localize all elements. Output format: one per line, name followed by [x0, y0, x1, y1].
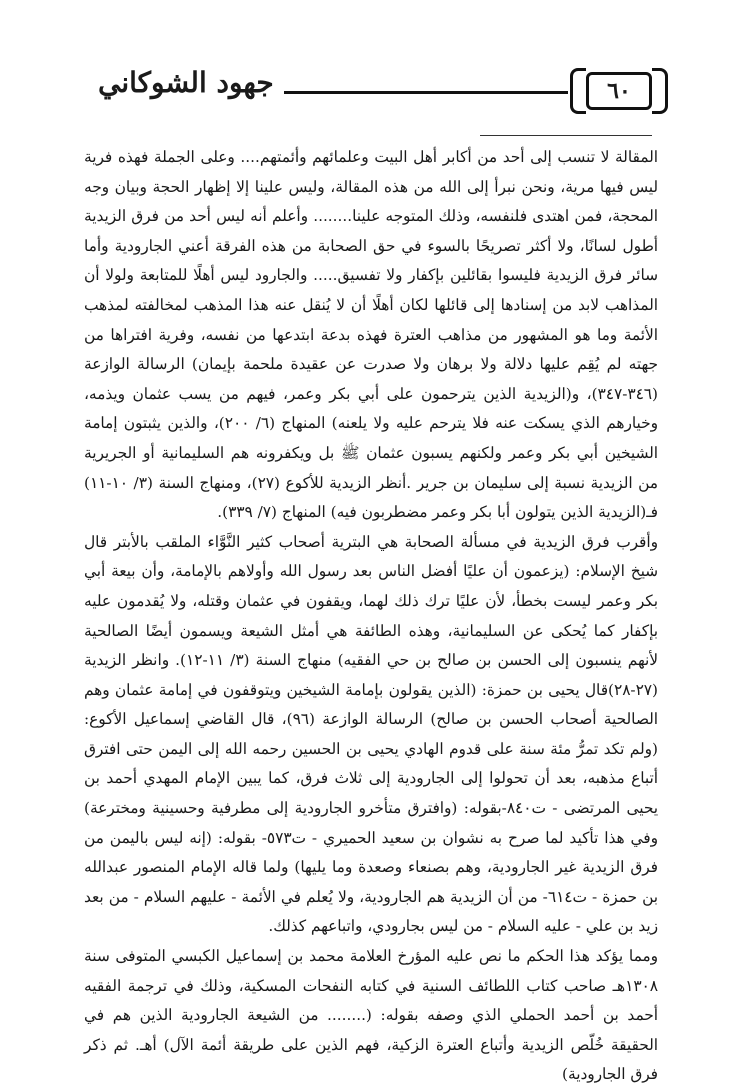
- page-number-bracket-left: [570, 68, 586, 114]
- footnote-text: [84, 143, 658, 1090]
- page-header: [0, 0, 750, 135]
- paragraph: ومما يؤكد هذا الحكم ما نص عليه المؤرخ العلامة محمد بن إسماعيل الكبسي المتوفى سنة ١٣٠٨هـ صاحب كتاب اللطائف السنية في كتابه النفحات المسكية، وذلك في ترجمة الفقيه أحمد بن أحمد الحملي الذي وصفه بقوله: (........ من الشيعة الجارودية الذين هم في الحقيقة خُلّص الزيدية وأتباع العترة الزكية، فهم الذين على طريقة أئمة الآل) أهـ. ثم ذكر فرق الجارودية): [84, 947, 659, 1084]
- footnote-separator: [480, 135, 652, 136]
- page-number: ٦٠: [586, 72, 652, 110]
- paragraph: المقالة لا تنسب إلى أحد من أكابر أهل البيت وعلمائهم وأئمتهم.... وعلى الجملة فهذه فرية ليس فيها مرية، ونحن نبرأ إلى الله من هذه المقالة، وليس علينا إلا إظهار الحجة وبيان وجه المحجة، فمن اهتدى فلنفسه، وذلك المتوجه علينا........ وأعلم أنه ليس أحد من فرق الزيدية أطول لسانًا، ولا أكثر تصريحًا بالسوء في حق الصحابة من هذه الفرقة أعني الجارودية وأما سائر فرق الزيدية فليسوا بقائلين بإكفار ولا تفسيق..... والجارود ليس أهلًا للمتابعة ولولا أن المذاهب لابد من إسنادها إلى قائلها لكان أهلًا أن لا يُنقل عنه هذا المذهب لمخالفته لمذهب الأئمة وما هو المشهور من مذاهب العترة فهذه بدعة ابتدعها من نفسه، وفرية افتراها من جهته لم يُقِم عليها دلالة ولا برهان ولا صدرت عن عقيدة ملحمة بإيمان) الرسالة الوازعة (٣٤٦-٣٤٧)، و(الزيدية الذين يترحمون على أبي بكر وعمر، فيهم من يسب عثمان ويذمه، وخيارهم الذي يسكت عنه فلا يترحم عليه ولا يلعنه) المنهاج (٦/ ٢٠٠)، والذين يثبتون إمامة الشيخين أبي بكر وعمر ولكنهم يسبون عثمان ﷺ بل ويكفرونه هم السليمانية أو الجريرية من الزيدية نسبة إلى سليمان بن جرير .أنظر الزيدية للأكوع (٢٧)، ومنهاج السنة (٣/ ١٠-١١) فـ(الزيدية الذين يتولون أبا بكر وعمر مضطربون فيه) المنهاج (٧/ ٣٣٩).: [84, 148, 658, 522]
- paragraph: وأقرب فرق الزيدية في مسألة الصحابة هي البترية أصحاب كثير النَّوَّاء الملقب بالأبتر قال شيخ الإسلام: (يزعمون أن عليًا أفضل الناس بعد رسول الله وأولاهم بالإمامة، وأن بيعة أبي بكر وعمر ليست بخطأ، لأن عليًا ترك ذلك لهما، ويقفون في عثمان وقتله، ولا يُقدمون عليه بإكفار كما يُحكى عن السليمانية، وهذه الطائفة هي أمثل الشيعة ويسمون أيضًا الصالحية لأنهم ينسبون إلى الحسن بن صالح بن حي الفقيه) منهاج السنة (٣/ ١١-١٢). وانظر الزيدية (٢٧-٢٨)قال يحيى بن حمزة: (الذين يقولون بإمامة الشيخين ويتوقفون في إمامة عثمان وهم الصالحية أصحاب الحسن بن صالح) الرسالة الوازعة (٩٦)، قال القاضي إسماعيل الأكوع: (ولم تكد تمرُّ مئة سنة على قدوم الهادي يحيى بن الحسين رحمه الله إلى اليمن حتى افترق أتباع مذهبه، بعد أن تحولوا إلى الجارودية إلى ثلاث فرق، كما يبين الإمام المهدي أحمد بن يحيى المرتضى - ت٨٤٠-بقوله: (وافترق متأخرو الجارودية إلى مطرفية وحسينية ومخترعة) وفي هذا تأكيد لما صرح به نشوان بن سعيد الحميري - ت٥٧٣- بقوله: (إنه ليس باليمن من فرق الزيدية غير الجارودية، وهم بصنعاء وصعدة وما يليها) ولما قاله الإمام المنصور عبدالله بن حمزة - ت٦١٤- من أن الزيدية هم الجارودية، ولا يُعلم في الأئمة - عليهم السلام - من بعد زيد بن علي - عليه السلام - من ليس بجارودي، واتباعهم كذلك.: [84, 532, 658, 936]
- page-number-bracket-right: [652, 68, 668, 114]
- book-title: جهود الشوكاني: [88, 66, 284, 100]
